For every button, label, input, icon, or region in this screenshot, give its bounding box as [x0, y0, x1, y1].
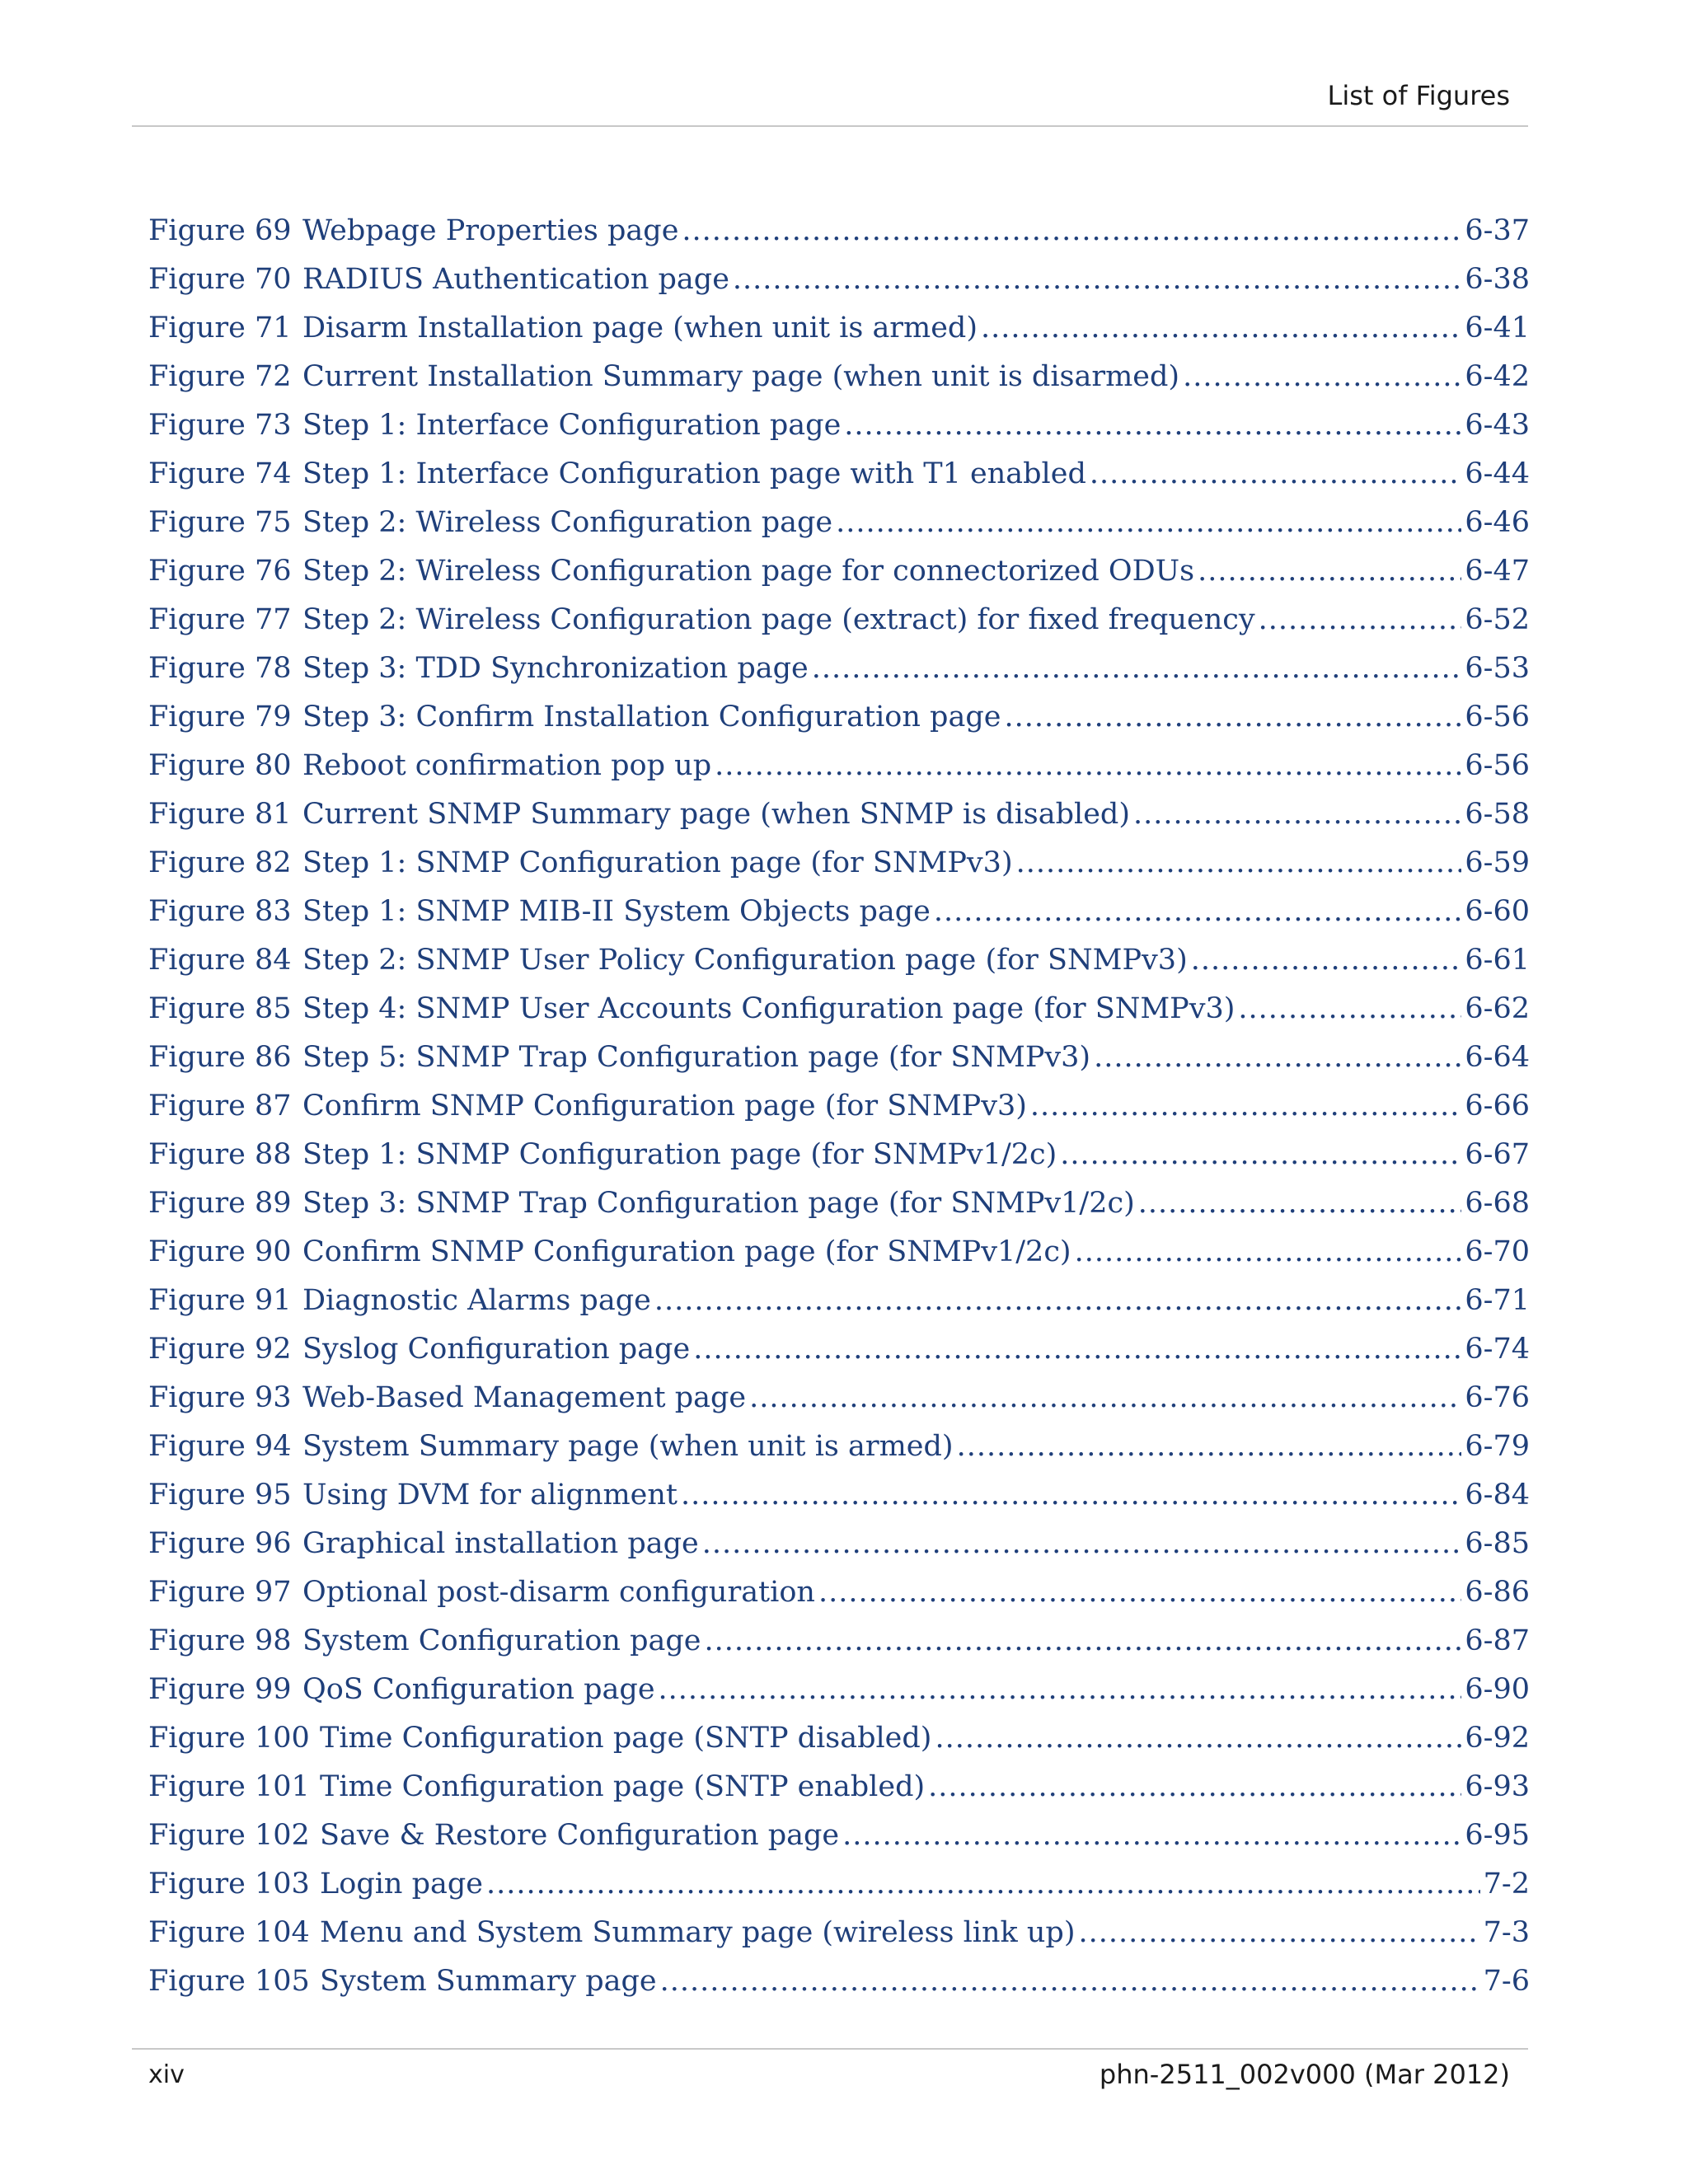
figure-page-reference: 6-86: [1465, 1576, 1530, 1609]
figure-number: Figure 93: [148, 1381, 292, 1414]
figure-title: Syslog Configuration page: [302, 1333, 691, 1366]
figure-entry[interactable]: [148, 1916, 1530, 1965]
figure-title: Step 1: Interface Configuration page: [302, 409, 842, 442]
figure-title: Step 3: TDD Synchronization page: [302, 652, 809, 685]
figure-number: Figure 88: [148, 1138, 292, 1171]
figure-entry[interactable]: [148, 895, 1530, 944]
figure-entry[interactable]: [148, 409, 1530, 457]
figure-page-reference: 6-95: [1465, 1819, 1530, 1852]
running-header-title: List of Figures: [1327, 80, 1510, 111]
figure-title: Disarm Installation page (when unit is armed): [302, 312, 978, 344]
figure-page-reference: 6-37: [1465, 214, 1530, 247]
figure-entry[interactable]: [148, 749, 1530, 798]
figure-title: Step 1: Interface Configuration page with T1 enabled: [302, 457, 1086, 490]
figure-title: Step 2: Wireless Configuration page (extract) for fixed frequency: [302, 603, 1255, 636]
figure-entry[interactable]: [148, 214, 1530, 263]
figure-page-reference: 6-53: [1465, 652, 1530, 685]
dot-leader: [1075, 1235, 1462, 1268]
dot-leader: [818, 1576, 1461, 1609]
figure-entry[interactable]: [148, 701, 1530, 749]
figure-entry[interactable]: [148, 1430, 1530, 1479]
figure-title: Confirm SNMP Configuration page (for SNMPv3): [302, 1090, 1027, 1122]
figure-number: Figure 70: [148, 263, 292, 296]
figure-title: Step 5: SNMP Trap Configuration page (for SNMPv3): [302, 1041, 1091, 1074]
figure-entry[interactable]: [148, 1770, 1530, 1819]
figure-number: Figure 74: [148, 457, 292, 490]
figure-entry[interactable]: [148, 457, 1530, 506]
figure-number: Figure 90: [148, 1235, 292, 1268]
figure-page-reference: 6-66: [1465, 1090, 1530, 1122]
dot-leader: [749, 1381, 1461, 1414]
dot-leader: [842, 1819, 1461, 1852]
dot-leader: [836, 506, 1461, 539]
figure-page-reference: 6-46: [1465, 506, 1530, 539]
dot-leader: [1138, 1187, 1462, 1220]
figure-title: Step 1: SNMP MIB-II System Objects page: [302, 895, 931, 928]
figure-page-reference: 6-44: [1465, 457, 1530, 490]
figure-title: Step 2: Wireless Configuration page: [302, 506, 833, 539]
figure-entry[interactable]: [148, 312, 1530, 360]
figure-page-reference: 7-3: [1483, 1916, 1530, 1949]
figure-page-reference: 6-61: [1465, 944, 1530, 977]
figure-entry[interactable]: [148, 1527, 1530, 1576]
figure-title: Current Installation Summary page (when unit is disarmed): [302, 360, 1180, 393]
dot-leader: [934, 895, 1462, 928]
figure-entry[interactable]: [148, 603, 1530, 652]
figure-number: Figure 76: [148, 555, 292, 588]
figure-title: Login page: [320, 1868, 483, 1900]
figure-number: Figure 89: [148, 1187, 292, 1220]
figure-number: Figure 98: [148, 1624, 292, 1657]
dot-leader: [733, 263, 1461, 296]
figure-title: Step 3: Confirm Installation Configuration page: [302, 701, 1001, 733]
figure-page-reference: 7-6: [1483, 1965, 1530, 1998]
figure-title: Optional post-disarm configuration: [302, 1576, 815, 1609]
figure-number: Figure 100: [148, 1722, 310, 1755]
footer-divider: [132, 2048, 1528, 2050]
figure-title: Step 2: SNMP User Policy Configuration page (for SNMPv3): [302, 944, 1188, 977]
figure-title: Step 3: SNMP Trap Configuration page (for SNMPv1/2c): [302, 1187, 1135, 1220]
figure-number: Figure 84: [148, 944, 292, 977]
figure-page-reference: 6-42: [1465, 360, 1530, 393]
figure-number: Figure 82: [148, 846, 292, 879]
figure-number: Figure 97: [148, 1576, 292, 1609]
figure-entry[interactable]: [148, 652, 1530, 701]
figure-entry[interactable]: [148, 798, 1530, 846]
figure-title: Current SNMP Summary page (when SNMP is disabled): [302, 798, 1130, 831]
figure-entry[interactable]: [148, 1819, 1530, 1868]
figure-entry[interactable]: [148, 1965, 1530, 2013]
figure-number: Figure 94: [148, 1430, 292, 1463]
figure-title: Confirm SNMP Configuration page (for SNMPv1/2c): [302, 1235, 1071, 1268]
figure-page-reference: 6-47: [1465, 555, 1530, 588]
figure-number: Figure 103: [148, 1868, 310, 1900]
figure-page-reference: 6-59: [1465, 846, 1530, 879]
header-divider: [132, 125, 1528, 127]
figure-title: Web-Based Management page: [302, 1381, 747, 1414]
figure-title: Menu and System Summary page (wireless link up): [320, 1916, 1076, 1949]
figure-entry[interactable]: [148, 1624, 1530, 1673]
figure-page-reference: 6-74: [1465, 1333, 1530, 1366]
figure-page-reference: 6-56: [1465, 701, 1530, 733]
figure-title: Time Configuration page (SNTP disabled): [320, 1722, 932, 1755]
figure-entry[interactable]: [148, 1722, 1530, 1770]
dot-leader: [1133, 798, 1461, 831]
figure-entry[interactable]: [148, 1381, 1530, 1430]
dot-leader: [1090, 457, 1461, 490]
figure-entry[interactable]: [148, 506, 1530, 555]
figure-number: Figure 83: [148, 895, 292, 928]
dot-leader: [1094, 1041, 1461, 1074]
figure-title: System Summary page: [320, 1965, 657, 1998]
figure-number: Figure 95: [148, 1479, 292, 1511]
figure-title: Diagnostic Alarms page: [302, 1284, 651, 1317]
figure-title: Step 4: SNMP User Accounts Configuration page (for SNMPv3): [302, 992, 1236, 1025]
dot-leader: [682, 214, 1461, 247]
figure-title: Step 2: Wireless Configuration page for connectorized ODUs: [302, 555, 1195, 588]
figure-entry[interactable]: [148, 1479, 1530, 1527]
figure-title: Save & Restore Configuration page: [320, 1819, 840, 1852]
figure-page-reference: 6-92: [1465, 1722, 1530, 1755]
dot-leader: [681, 1479, 1461, 1511]
dot-leader: [812, 652, 1462, 685]
figure-entry[interactable]: [148, 1868, 1530, 1916]
figure-page-reference: 7-2: [1483, 1868, 1530, 1900]
figure-entry[interactable]: [148, 1235, 1530, 1284]
figure-number: Figure 86: [148, 1041, 292, 1074]
figure-entry[interactable]: [148, 360, 1530, 409]
figure-entry[interactable]: [148, 1187, 1530, 1235]
dot-leader: [1030, 1090, 1461, 1122]
dot-leader: [1183, 360, 1461, 393]
dot-leader: [1259, 603, 1462, 636]
figure-number: Figure 99: [148, 1673, 292, 1706]
dot-leader: [702, 1527, 1462, 1560]
figure-number: Figure 81: [148, 798, 292, 831]
figure-entry[interactable]: [148, 1576, 1530, 1624]
figure-entry[interactable]: [148, 992, 1530, 1041]
figure-page-reference: 6-62: [1465, 992, 1530, 1025]
figure-number: Figure 104: [148, 1916, 310, 1949]
dot-leader: [1191, 944, 1462, 977]
dot-leader: [660, 1965, 1480, 1998]
figure-title: Webpage Properties page: [302, 214, 679, 247]
figure-title: System Summary page (when unit is armed): [302, 1430, 954, 1463]
figure-page-reference: 6-41: [1465, 312, 1530, 344]
figure-number: Figure 91: [148, 1284, 292, 1317]
figure-number: Figure 87: [148, 1090, 292, 1122]
dot-leader: [715, 749, 1461, 782]
figure-title: QoS Configuration page: [302, 1673, 655, 1706]
figure-page-reference: 6-58: [1465, 798, 1530, 831]
figure-number: Figure 73: [148, 409, 292, 442]
dot-leader: [704, 1624, 1461, 1657]
figure-page-reference: 6-85: [1465, 1527, 1530, 1560]
list-of-figures: [148, 214, 1530, 2013]
dot-leader: [957, 1430, 1462, 1463]
figure-title: Step 1: SNMP Configuration page (for SNMPv1/2c): [302, 1138, 1057, 1171]
footer-document-id: phn-2511_002v000 (Mar 2012): [1099, 2059, 1510, 2090]
dot-leader: [486, 1868, 1480, 1900]
figure-page-reference: 6-67: [1465, 1138, 1530, 1171]
figure-entry[interactable]: [148, 1333, 1530, 1381]
figure-number: Figure 85: [148, 992, 292, 1025]
dot-leader: [654, 1284, 1462, 1317]
figure-number: Figure 102: [148, 1819, 310, 1852]
dot-leader: [693, 1333, 1461, 1366]
figure-page-reference: 6-90: [1465, 1673, 1530, 1706]
dot-leader: [1238, 992, 1461, 1025]
figure-page-reference: 6-60: [1465, 895, 1530, 928]
figure-number: Figure 69: [148, 214, 292, 247]
dot-leader: [659, 1673, 1462, 1706]
figure-page-reference: 6-71: [1465, 1284, 1530, 1317]
figure-page-reference: 6-87: [1465, 1624, 1530, 1657]
figure-entry[interactable]: [148, 1090, 1530, 1138]
dot-leader: [1060, 1138, 1461, 1171]
dot-leader: [935, 1722, 1461, 1755]
figure-entry[interactable]: [148, 1673, 1530, 1722]
figure-number: Figure 72: [148, 360, 292, 393]
figure-page-reference: 6-52: [1465, 603, 1530, 636]
figure-entry[interactable]: [148, 1284, 1530, 1333]
figure-number: Figure 71: [148, 312, 292, 344]
figure-title: Graphical installation page: [302, 1527, 699, 1560]
figure-page-reference: 6-43: [1465, 409, 1530, 442]
figure-title: System Configuration page: [302, 1624, 701, 1657]
figure-page-reference: 6-76: [1465, 1381, 1530, 1414]
figure-number: Figure 92: [148, 1333, 292, 1366]
figure-entry[interactable]: [148, 944, 1530, 992]
figure-number: Figure 96: [148, 1527, 292, 1560]
figure-entry[interactable]: [148, 555, 1530, 603]
figure-title: RADIUS Authentication page: [302, 263, 729, 296]
dot-leader: [1016, 846, 1462, 879]
figure-title: Time Configuration page (SNTP enabled): [320, 1770, 926, 1803]
dot-leader: [1198, 555, 1461, 588]
figure-number: Figure 77: [148, 603, 292, 636]
figure-number: Figure 78: [148, 652, 292, 685]
figure-entry[interactable]: [148, 846, 1530, 895]
figure-page-reference: 6-56: [1465, 749, 1530, 782]
dot-leader: [981, 312, 1461, 344]
figure-number: Figure 80: [148, 749, 292, 782]
dot-leader: [928, 1770, 1461, 1803]
figure-page-reference: 6-93: [1465, 1770, 1530, 1803]
figure-number: Figure 75: [148, 506, 292, 539]
figure-title: Reboot confirmation pop up: [302, 749, 712, 782]
figure-page-reference: 6-79: [1465, 1430, 1530, 1463]
figure-number: Figure 79: [148, 701, 292, 733]
dot-leader: [844, 409, 1461, 442]
figure-entry[interactable]: [148, 1138, 1530, 1187]
footer-page-number: xiv: [148, 2060, 185, 2089]
dot-leader: [1078, 1916, 1479, 1949]
figure-title: Step 1: SNMP Configuration page (for SNMPv3): [302, 846, 1013, 879]
figure-page-reference: 6-38: [1465, 263, 1530, 296]
dot-leader: [1004, 701, 1461, 733]
figure-entry[interactable]: [148, 1041, 1530, 1090]
figure-page-reference: 6-64: [1465, 1041, 1530, 1074]
figure-page-reference: 6-68: [1465, 1187, 1530, 1220]
figure-page-reference: 6-70: [1465, 1235, 1530, 1268]
figure-entry[interactable]: [148, 263, 1530, 312]
figure-number: Figure 101: [148, 1770, 310, 1803]
figure-title: Using DVM for alignment: [302, 1479, 678, 1511]
figure-number: Figure 105: [148, 1965, 310, 1998]
figure-page-reference: 6-84: [1465, 1479, 1530, 1511]
